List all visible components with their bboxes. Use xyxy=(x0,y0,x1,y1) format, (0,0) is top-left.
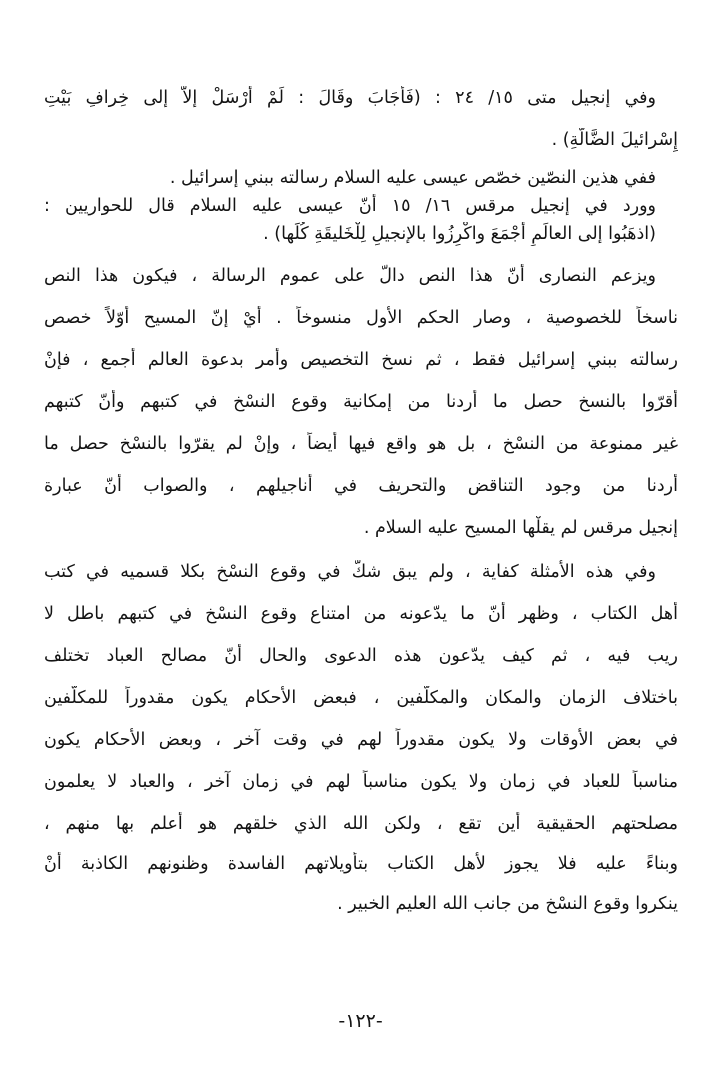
text-line-19: مصلحتهم الحقيقية أين تقع ، ولكن الله الذي خلقهم هو أعلم بها منهم ، xyxy=(44,814,678,834)
text-line-2: إِسْرائيلَ الضَّالَّةِ) . xyxy=(551,130,678,150)
text-line-3: ففي هذين النصّين خصّص عيسى عليه السلام رسالته ببني إسرائيل . xyxy=(169,168,656,188)
text-line-4: وورد في إنجيل مرقس ١٦/ ١٥ أنّ عيسى عليه السلام قال للحواريين : xyxy=(44,196,656,216)
text-line-7: ناسخاً للخصوصية ، وصار الحكم الأول منسوخاً . أيْ إنّ المسيح أوّلاً خصص xyxy=(44,308,678,328)
text-line-20: وبناءً عليه فلا يجوز لأهل الكتاب بتأويلاتهم الفاسدة وظنونهم الكاذبة أنْ xyxy=(44,854,678,874)
text-line-6: ويزعم النصارى أنّ هذا النص دالّ على عموم الرسالة ، فيكون هذا النص xyxy=(44,266,656,286)
text-line-1: وفي إنجيل متى ١٥/ ٢٤ : (فَأَجَابَ وقَالَ : لَمْ أُرْسَلْ إلاّ إلى خِرافِ بَيْتِ xyxy=(44,88,656,108)
page-body xyxy=(44,86,678,986)
text-line-18: مناسباً للعباد في زمان ولا يكون مناسباً لهم في زمان آخر ، والعباد لا يعلمون xyxy=(44,772,678,792)
text-line-21: ينكروا وقوع النسْخ من جانب الله العليم الخبير . xyxy=(337,894,678,914)
text-line-9: أقرّوا بالنسخ حصل ما أردنا من إمكانية وقوع النسْخ في كتبهم وأنّ كتبهم xyxy=(44,392,678,412)
text-line-5: (اذهَبُوا إلى العالَمِ أَجْمَعَ واكْرِزُوا بالإنجيلِ لِلْخَليقَةِ كُلِّها) . xyxy=(263,224,656,244)
text-line-8: رسالته ببني إسرائيل فقط ، ثم نسخ التخصيص وأمر بدعوة العالم أجمع ، فإنْ xyxy=(44,350,678,370)
text-line-17: في بعض الأوقات ولا يكون مقدوراً لهم في وقت آخر ، وبعض الأحكام يكون xyxy=(44,730,678,750)
page-number: -١٢٢- xyxy=(338,1010,383,1032)
text-line-16: باختلاف الزمان والمكان والمكلّفين ، فبعض الأحكام يكون مقدوراً للمكلّفين xyxy=(44,688,678,708)
text-line-13: وفي هذه الأمثلة كفاية ، ولم يبق شكٌّ في وقوع النسْخ بكلا قسميه في كتب xyxy=(44,562,656,582)
text-line-12: إنجيل مرقس لم يقلْها المسيح عليه السلام . xyxy=(363,518,678,538)
text-line-10: غير ممنوعة من النسْخ ، بل هو واقع فيها أيضاً ، وإنْ لم يقرّوا بالنسْخ حصل ما xyxy=(44,434,678,454)
text-line-15: ريب فيه ، ثم كيف يدّعون هذه الدعوى والحال أنّ مصالح العباد تختلف xyxy=(44,646,678,666)
text-line-14: أهل الكتاب ، وظهر أنّ ما يدّعونه من امتناع وقوع النسْخ في كتبهم باطل لا xyxy=(44,604,678,624)
text-line-11: أردنا من وجود التناقض والتحريف في أناجيلهم ، والصواب أنّ عبارة xyxy=(44,476,678,496)
